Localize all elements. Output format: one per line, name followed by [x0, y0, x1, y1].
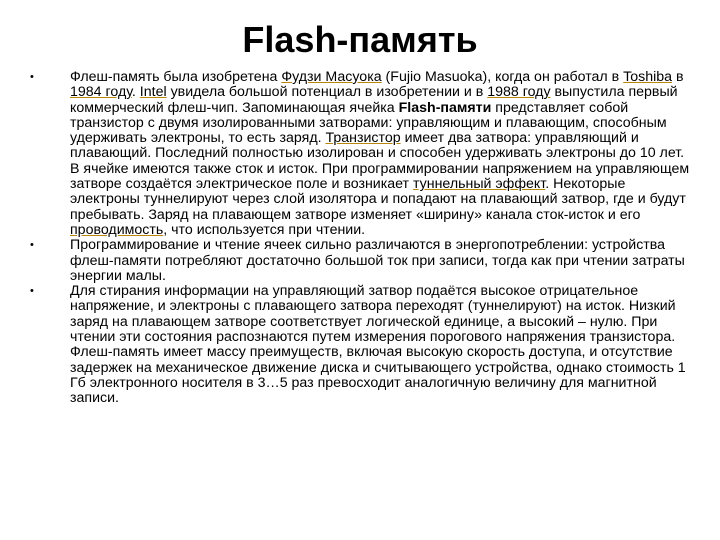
paragraph-text: увидела большой потенциал в изобретении и в [166, 84, 488, 101]
link-toshiba[interactable]: Toshiba [623, 69, 673, 85]
paragraph-text: . [131, 84, 140, 101]
paragraph-text: Флеш-память была изобретена [70, 69, 282, 85]
link-fujio-masuoka[interactable]: Фудзи Масуока [281, 69, 382, 85]
link-1988[interactable]: 1988 году [487, 84, 551, 101]
paragraph-text: , что используется при чтении. [163, 221, 366, 238]
link-1984[interactable]: 1984 году [70, 84, 132, 101]
bullet-marker: • [30, 285, 34, 298]
bullet-marker: • [30, 71, 34, 83]
link-intel[interactable]: Intel [139, 84, 167, 101]
paragraph-text: (Fujio Masuoka), когда он работал в [381, 69, 624, 85]
paragraph-text: имеет два затвора: управляющий и плавающий. Последний полностью изолирован и способен удерживать электроны до 10 лет. В ячейке имеются также сток и исток. При программировании напряжением на управляющем затворе создаётся электрическое поле и возникает [70, 130, 690, 193]
paragraph-text: выпустила первый коммерческий флеш-чип. Запоминающая ячейка [70, 84, 678, 116]
link-conductivity[interactable]: проводимость [70, 221, 164, 238]
bullet-item-energy [0, 238, 720, 284]
paragraph-text: Программирование и чтение ячеек сильно различаются в энергопотреблении: устройства флеш-памяти потребляют достаточно большой ток при записи, тогда как при чтении затраты энергии малы. [70, 237, 685, 284]
bullet-item-invention [0, 70, 720, 238]
bullet-item-erasing [0, 284, 720, 406]
paragraph-text: в [672, 69, 684, 85]
link-tunnel-effect[interactable]: туннельный эффект [413, 176, 546, 193]
slide-title: Flash-память [242, 19, 478, 60]
bullet-list [0, 70, 720, 407]
bullet-marker: • [30, 239, 34, 252]
paragraph-text: Для стирания информации на управляющий затвор подаётся высокое отрицательное напряжение, и электроны с плавающего затвора переходят (туннелируют) на исток. Низкий заряд на плавающем затворе соответствует логической единице, а высокий – нулю. При чтении эти состояния распознаются путем измерения порогового напряжения транзистора. Флеш-память имеет массу преимуществ, включая высокую скорость доступа, и отсутствие задержек на механическое движение диска и считывающего устройства, однако стоимость 1 Гб электронного носителя в 3…5 раз превосходит аналогичную величину для магнитной записи. [70, 283, 686, 407]
link-transistor[interactable]: Транзистор [325, 130, 401, 147]
bold-term-flash-memory: Flash-памяти [398, 99, 492, 116]
paragraph-text: представляет собой транзистор с двумя изолированными затворами: управляющим и плавающим, способным удерживать электроны, то есть заряд. [70, 99, 667, 147]
paragraph-text: . Некоторые электроны туннелируют через слой изолятора и попадают на плавающий затвор, где и будут пребывать. Заряд на плавающем затворе изменяет «ширину» канала сток-исток и его [70, 176, 686, 223]
